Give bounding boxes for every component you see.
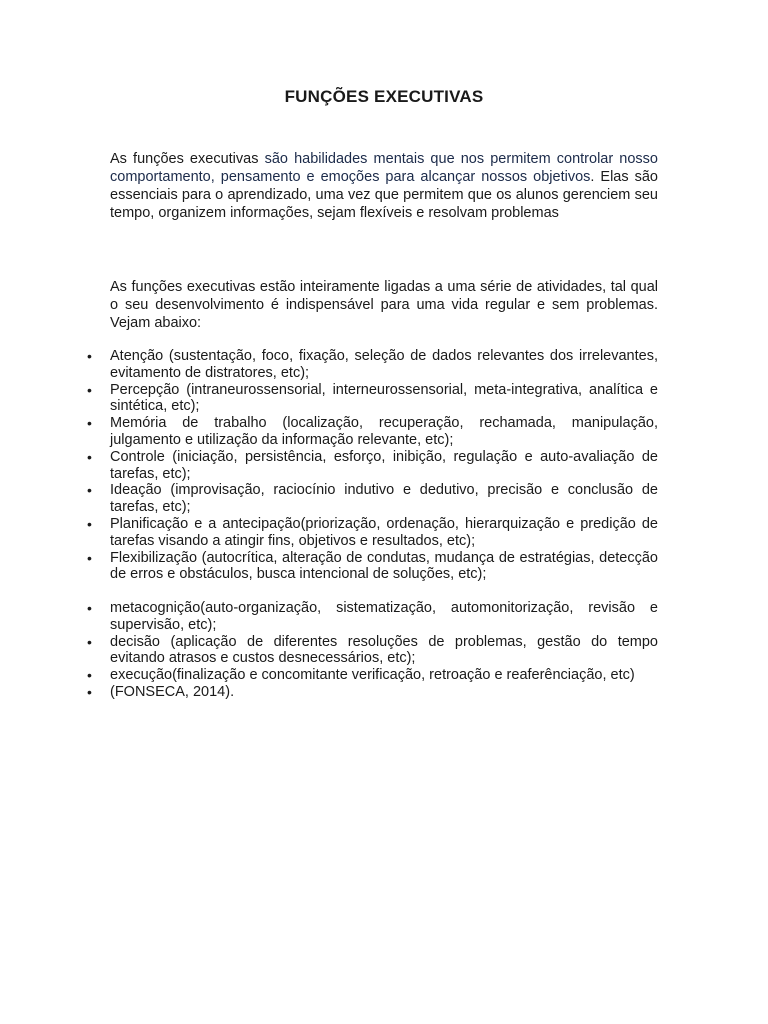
list-item-text: Memória de trabalho (localização, recuperação, rechamada, manipulação, julgamento e utilização da informação relevante, etc); xyxy=(110,415,658,448)
list-item xyxy=(87,415,658,449)
list-item xyxy=(87,448,658,483)
list-item-text: Controle (iniciação, persistência, esforço, inibição, regulação e auto-avaliação de tarefas, etc); xyxy=(110,448,658,482)
bullet-icon: • xyxy=(87,683,92,700)
bullet-icon: • xyxy=(87,448,92,465)
bullet-icon: • xyxy=(87,633,92,650)
list-item xyxy=(87,515,658,550)
list-item xyxy=(87,683,658,701)
bullet-icon: • xyxy=(87,667,92,684)
list-item-text: Atenção (sustentação, foco, fixação, seleção de dados relevantes dos irrelevantes, evitamento de distratores, etc); xyxy=(110,348,658,381)
list-item-text: metacognição(auto-organização, sistematização, automonitorização, revisão e supervisão, etc); xyxy=(110,600,658,633)
list-item-text: execução(finalização e concomitante verificação, retroação e reaferênciação, etc) xyxy=(110,667,635,684)
document-title: FUNÇÕES EXECUTIVAS xyxy=(284,87,484,106)
list-item xyxy=(87,348,658,382)
list-item-text: Ideação (improvisação, raciocínio indutivo e dedutivo, precisão e conclusão de tarefas, etc); xyxy=(110,482,658,516)
bullet-icon: • xyxy=(87,482,92,499)
list-item-text: decisão (aplicação de diferentes resoluções de problemas, gestão do tempo evitando atrasos e custos desnecessários, etc); xyxy=(110,633,658,667)
bullet-icon: • xyxy=(87,348,92,364)
list-item xyxy=(87,667,658,684)
intro-paragraph xyxy=(110,150,658,222)
intro-lead-text: As funções executivas xyxy=(110,151,259,167)
intro-period: . xyxy=(590,169,595,185)
bullet-icon: • xyxy=(87,600,92,616)
bullet-icon: • xyxy=(87,381,92,398)
bullet-icon: • xyxy=(87,549,92,566)
list-item xyxy=(87,549,658,584)
intro-rest-text: Elas são essenciais para o aprendizado, uma vez que permitem que os alunos gerenciem seu tempo, organizem informações, sejam flexíveis e resolvam problemas xyxy=(110,169,658,221)
list-item xyxy=(87,600,658,634)
intro-highlighted-text: são habilidades mentais que nos permitem controlar nosso comportamento, pensamento e emoções para alcançar nossos objetivos xyxy=(110,151,658,185)
functions-list-secondary xyxy=(87,600,658,701)
list-item xyxy=(87,633,658,668)
list-item-text: Planificação e a antecipação(priorização, ordenação, hierarquização e predição de tarefas visando a atingir fins, objetivos e resultados, etc); xyxy=(110,515,658,549)
functions-list-primary xyxy=(87,348,658,583)
list-item-text: Percepção (intraneurossensorial, interneurossensorial, meta-integrativa, analítica e sintética, etc); xyxy=(110,381,658,415)
list-item-text: Flexibilização (autocrítica, alteração de condutas, mudança de estratégias, detecção de erros e obstáculos, busca intencional de soluções, etc); xyxy=(110,549,658,583)
bullet-icon: • xyxy=(87,415,92,432)
bullet-icon: • xyxy=(87,515,92,532)
list-item-text: (FONSECA, 2014). xyxy=(110,683,235,700)
list-item xyxy=(87,482,658,516)
activities-paragraph: As funções executivas estão inteiramente ligadas a uma série de atividades, tal qual o seu desenvolvimento é indispensável para uma vida regular e sem problemas. Vejam abaixo: xyxy=(110,279,658,331)
list-item xyxy=(87,381,658,416)
